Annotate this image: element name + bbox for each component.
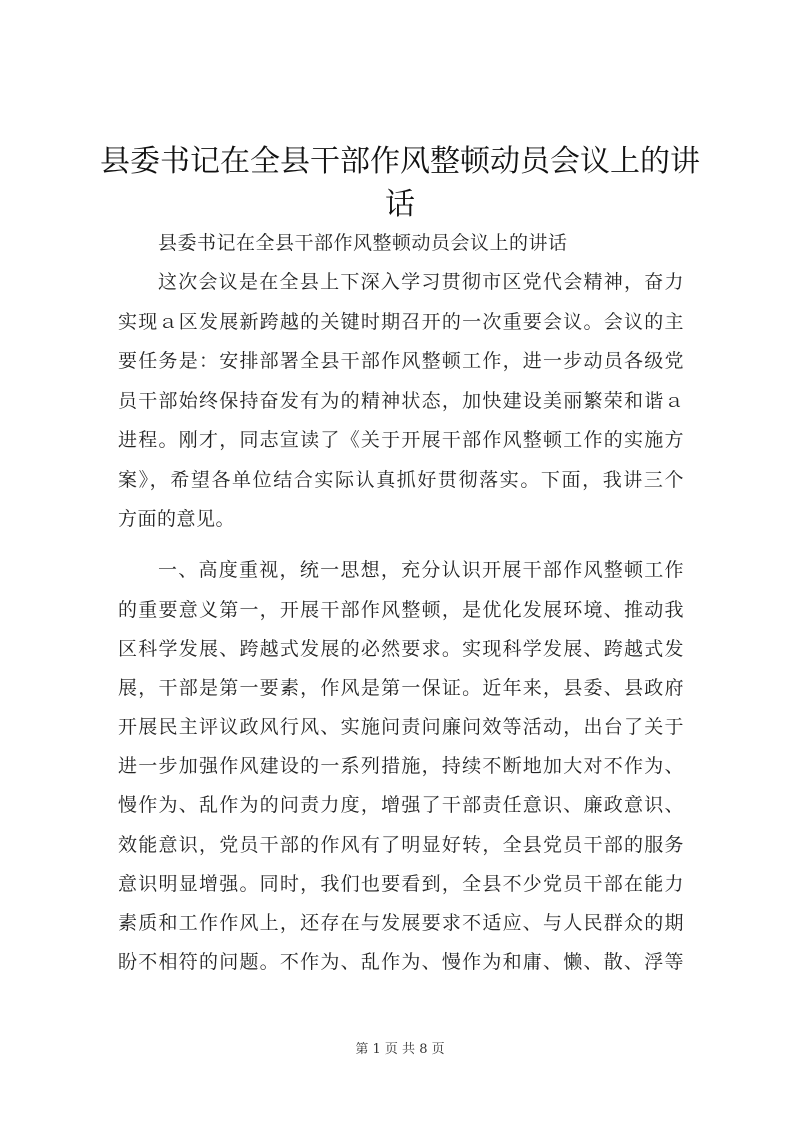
paragraph-line: 盼不相符的问题。不作为、乱作为、慢作为和庸、懒、散、浮等 [118,951,684,973]
paragraph-line: 慢作为、乱作为的问责力度，增强了干部责任意识、廉政意识、 [118,794,684,816]
paragraph-line: 意识明显增强。同时，我们也要看到，全县不少党员干部在能力 [118,873,684,895]
document-title: 县委书记在全县干部作风整顿动员会议上的讲 [100,144,700,179]
paragraph-line: 案》，希望各单位结合实际认真抓好贯彻落实。下面，我讲三个 [118,469,684,491]
paragraph-line: 员干部始终保持奋发有为的精神状态，加快建设美丽繁荣和谐ａ [118,390,684,412]
paragraph-line: 展，干部是第一要素，作风是第一保证。近年来，县委、县政府 [118,677,684,699]
paragraph-line: 要任务是：安排部署全县干部作风整顿工作，进一步动员各级党 [118,350,684,372]
paragraph-line: 实现ａ区发展新跨越的关键时期召开的一次重要会议。会议的主 [118,311,684,333]
paragraph-line: 进程。刚才，同志宣读了《关于开展干部作风整顿工作的实施方 [118,429,684,451]
paragraph-line: 方面的意见。 [118,508,236,530]
paragraph-line: 效能意识，党员干部的作风有了明显好转，全县党员干部的服务 [118,834,684,856]
document-title-continued: 话 [385,187,415,222]
section-heading-line: 一、高度重视，统一思想，充分认识开展干部作风整顿工作 [158,559,684,581]
paragraph-line: 这次会议是在全县上下深入学习贯彻市区党代会精神，奋力 [158,271,684,293]
paragraph-line: 进一步加强作风建设的一系列措施，持续不断地加大对不作为、 [118,755,684,777]
paragraph-line: 区科学发展、跨越式发展的必然要求。实现科学发展、跨越式发 [118,638,684,660]
subtitle-line: 县委书记在全县干部作风整顿动员会议上的讲话 [158,232,568,254]
paragraph-line: 的重要意义第一，开展干部作风整顿，是优化发展环境、推动我 [118,599,684,621]
paragraph-line: 开展民主评议政风行风、实施问责问廉问效等活动，出台了关于 [118,716,684,738]
page-number-footer: 第 1 页 共 8 页 [355,1042,445,1057]
paragraph-line: 素质和工作作风上，还存在与发展要求不适应、与人民群众的期 [118,912,684,934]
